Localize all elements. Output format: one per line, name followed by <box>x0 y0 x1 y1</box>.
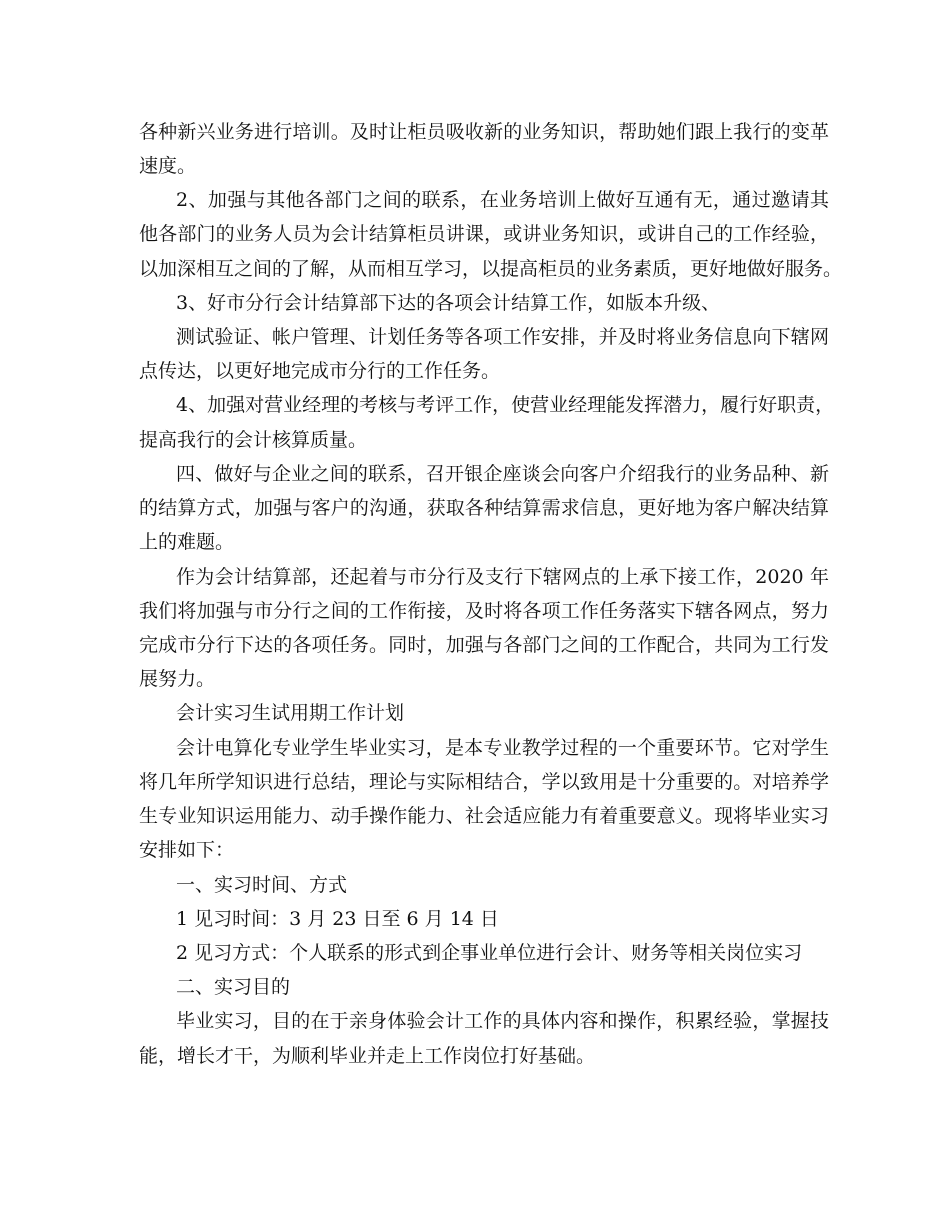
text-line: 测试验证、帐户管理、计划任务等各项工作安排，并及时将业务信息向下辖网 <box>176 326 829 348</box>
text-line: 将几年所学知识进行总结，理论与实际相结合，学以致用是十分重要的。对培养学 <box>139 771 829 793</box>
text-line: 的结算方式，加强与客户的沟通，获取各种结算需求信息，更好地为客户解决结算 <box>139 497 829 519</box>
text-line: 安排如下： <box>139 839 235 861</box>
text-line: 3、好市分行会计结算部下达的各项会计结算工作，如版本升级、 <box>176 292 721 314</box>
heading-line: 二、实习目的 <box>176 976 291 998</box>
text-line: 提高我行的会计核算质量。 <box>139 429 368 451</box>
heading-line: 一、实习时间、方式 <box>176 874 348 896</box>
text-line: 生专业知识运用能力、动手操作能力、社会适应能力有着重要意义。现将毕业实习 <box>139 805 829 827</box>
text-line: 4、加强对营业经理的考核与考评工作，使营业经理能发挥潜力，履行好职责， <box>176 394 835 416</box>
text-line: 2、加强与其他各部门之间的联系，在业务培训上做好互通有无，通过邀请其 <box>176 189 829 211</box>
text-line: 2 见习方式：个人联系的形式到企事业单位进行会计、财务等相关岗位实习 <box>176 942 803 964</box>
text-line: 能，增长才干，为顺利毕业并走上工作岗位打好基础。 <box>139 1045 596 1067</box>
text-line: 上的难题。 <box>139 531 235 553</box>
text-line: 四、做好与企业之间的联系，召开银企座谈会向客户介绍我行的业务品种、新 <box>176 463 829 485</box>
text-line: 以加深相互之间的了解，从而相互学习，以提高柜员的业务素质，更好地做好服务。 <box>139 258 843 280</box>
section-title: 会计实习生试用期工作计划 <box>176 702 405 724</box>
text-line: 我们将加强与市分行之间的工作衔接，及时将各项工作任务落实下辖各网点，努力 <box>139 600 829 622</box>
text-line: 完成市分行下达的各项任务。同时，加强与各部门之间的工作配合，共同为工行发 <box>139 634 829 656</box>
text-line: 速度。 <box>139 155 197 177</box>
text-line: 会计电算化专业学生毕业实习，是本专业教学过程的一个重要环节。它对学生 <box>176 737 829 759</box>
text-line: 点传达，以更好地完成市分行的工作任务。 <box>139 360 501 382</box>
text-line: 各种新兴业务进行培训。及时让柜员吸收新的业务知识，帮助她们跟上我行的变革 <box>139 121 829 143</box>
text-line: 1 见习时间：3 月 23 日至 6 月 14 日 <box>176 908 499 930</box>
text-line: 毕业实习，目的在于亲身体验会计工作的具体内容和操作，积累经验，掌握技 <box>176 1010 829 1032</box>
text-line: 他各部门的业务人员为会计结算柜员讲课，或讲业务知识，或讲自己的工作经验， <box>139 223 829 245</box>
text-line: 展努力。 <box>139 668 216 690</box>
text-line: 作为会计结算部，还起着与市分行及支行下辖网点的上承下接工作，2020 年 <box>176 566 829 588</box>
